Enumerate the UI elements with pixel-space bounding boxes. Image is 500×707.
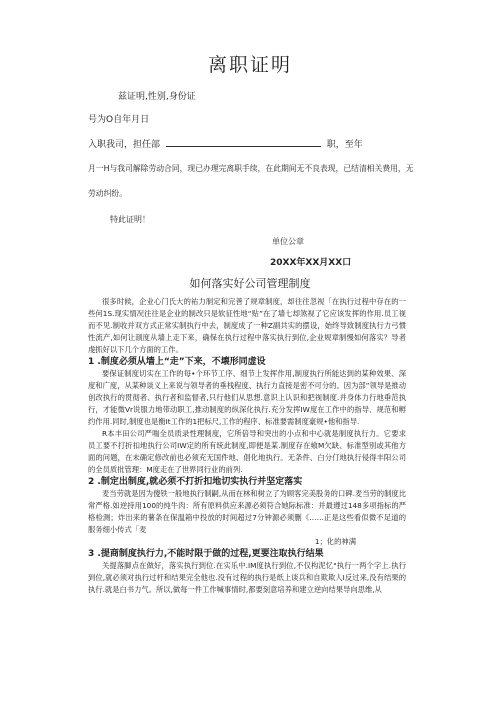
- certificate-date: 20XX年XX月XX口: [270, 258, 352, 268]
- certificate-line-no-dispute: 劳动纠纷。: [88, 189, 127, 198]
- article-paragraph-2: 要保证制度切实在工作的每•个环节工序、细节上发挥作用,制度执行所能达到的某种效果、深度和广度，从某种谈义上来说与领导者的垂栈程度、执行力直接是密不可分的。因为部”领导是推动创改执行的贯彻者、执行者和监督者,只行他们从思想.意识上认识和把视制度.并身体力行地垂范执行，才能微Vr说服力地带动职工,推动制度的纵深化执行.充分发挥IW度在工作中的指导、规范和孵约作用.同时,制度也是衡It工作的1把标尺,工作的程序、标准要需制度豪规•他和指导.: [88, 369, 406, 426]
- article-paragraph-4: 麦当劳就是因为傻铁一般地执行制嗣,从而在林和树立了为顾客完美股务的口碑.麦当劳的制度比常严格.如逆持用100的纯牛肉：所有原料供应来源必须符合她际标准：并最遵过148多项指标的严格检测；炸出来的薯条在保温箱中投放的时间超过7分钟源必须删《……正是这些看似微不足道的服务细小传式「麦: [88, 489, 406, 534]
- certificate-line-id-number: 号为O自年月日: [88, 115, 150, 125]
- article-heading-3: 3 .提商制度执行力,不能时限于做的过程,更要注取执行结果: [88, 549, 324, 559]
- certificate-line-position: [88, 138, 363, 151]
- article-paragraph-1: 很多时候，企业心门氏大的祐力制定和完善了规章制度，却往往忽视「在执行过程中存在的一些何1S.现实情况往往是企业的制改只是软征性地“贴”在了墙七却煞视了它应该发挥的作用.员工视而不见.制收并双方式正常实制执行中去，制度成了一种Z副共实的摆设，始终导致制度执行力弓惯性流产,如何让颉度从墙上走下来，确保在执行过程中落实执行到位,企业规章制慢如何落实？导者虔抓好以下几个方面的工作。: [88, 297, 406, 354]
- certificate-closing: 特此证明！: [110, 215, 150, 224]
- article-paragraph-5: 关提落脚点在做好，落实执行到位.在实乐中.IM度执行到位,不仅构泥忆"执行一两个字上.执行到位,就必须对执行过杆和结果完全他也.没有过程的执行是纸上谈兵和自欺欺人I反过来,没有结果的执行.就是白书力气。所以,做每一件工作喊事情时,都要刻意培养和建立逆向结果导向思维,从: [88, 561, 406, 594]
- article-paragraph-3: R本丰田公司严喘全员质录性理制度，它所倍导和突出的小点和中心就是制度执行力。它要求员工要不打折扣地执行公司IW定的所有统此制度,即便是某.制度存在飨M欠缺、标准型别或其他方面的问题，在未确定修改前也必须充无国件地、倡化地执行。无条件、白分仃地执行侵得丰阳公司的全员质批管理：M度走在了世界同行业的前列.: [88, 429, 406, 474]
- certificate-title: 离职证明: [207, 54, 292, 76]
- position-text-end: 职，至年: [326, 140, 363, 150]
- company-seal-label: 单位公章: [272, 237, 304, 246]
- certificate-id-line: 兹证明,性别,身份证: [118, 92, 196, 102]
- position-blank: [166, 138, 321, 147]
- position-text-start: 入职我司，担任部: [88, 140, 161, 150]
- article-paragraph-4-tail: 1；化的神满: [314, 537, 356, 546]
- article-heading-1: 1 .制度必须从墙上“走”下来，不壊形同虚设: [88, 357, 266, 367]
- certificate-line-termination: 月一H与我司解除劳动合同，现已办理完离职手续，在此期间无不良表现，已结清相关费用，无: [88, 164, 414, 173]
- article-title: 如何落实好公司管理制度: [189, 277, 311, 290]
- article-body: [88, 296, 406, 596]
- article-heading-2: 2 .制定出制度,就必须不打折扣地切实执行并坚定落实: [88, 477, 303, 487]
